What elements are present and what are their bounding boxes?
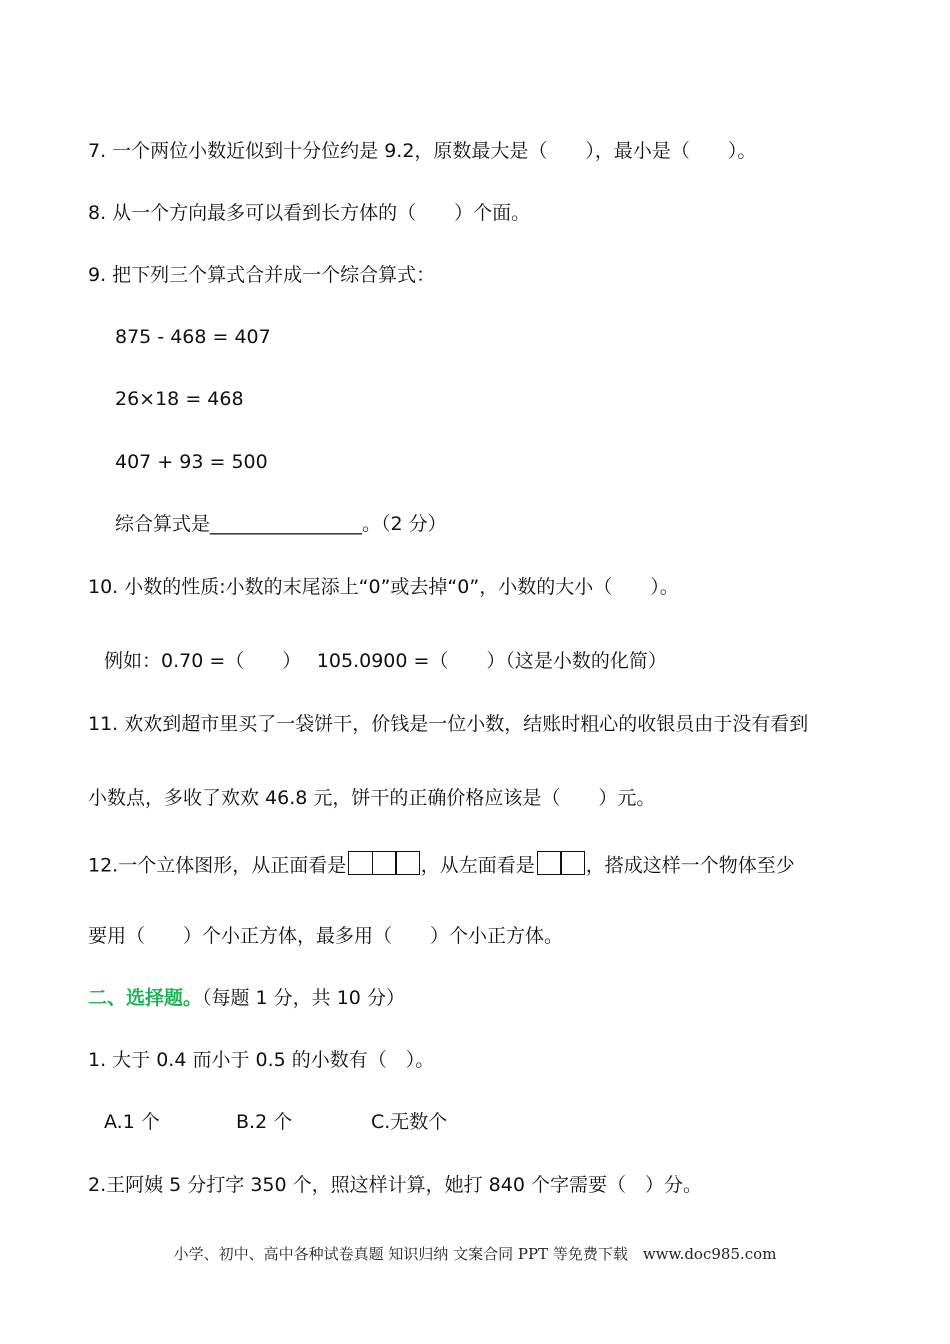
section-title: 二、选择题。 <box>88 987 203 1009</box>
choice-question-1: 1. 大于 0.4 而小于 0.5 的小数有（ ）。 <box>88 1049 435 1071</box>
square-cell <box>560 851 585 875</box>
question-9-prompt: 9. 把下列三个算式合并成一个综合算式： <box>88 264 436 286</box>
section-note: （每题 1 分，共 10 分） <box>202 987 405 1009</box>
question-12-text-2: ，从左面看是 <box>420 854 535 877</box>
page-footer: 小学、初中、高中各种试卷真题 知识归纳 文案合同 PPT 等免费下载 www.doc985.com <box>173 1245 777 1263</box>
question-12-text-1: 12.一个立体图形，从正面看是 <box>88 854 347 877</box>
square-cell <box>395 851 420 875</box>
choice-question-1-options <box>104 1110 447 1134</box>
question-10-example: 例如：0.70 =（ ） 105.0900 =（ ）（这是小数的化简） <box>104 650 667 672</box>
option-a: A.1 个 <box>104 1111 160 1133</box>
equation-1: 875 - 468 = 407 <box>115 326 271 348</box>
option-b: B.2 个 <box>236 1111 293 1133</box>
front-view-figure <box>348 851 419 881</box>
question-12-text-3: ，搭成这样一个物体至少 <box>585 854 795 877</box>
question-11-line-1: 11. 欢欢到超市里买了一袋饼干，价钱是一位小数，结账时粗心的收银员由于没有看到 <box>88 713 809 735</box>
square-cell <box>348 851 373 875</box>
choice-question-2: 2.王阿姨 5 分打字 350 个，照这样计算，她打 840 个字需要（ ）分。 <box>88 1174 702 1196</box>
square-cell <box>537 851 562 875</box>
equation-2: 26×18 = 468 <box>115 388 244 410</box>
section-2-heading <box>88 986 405 1010</box>
question-7: 7. 一个两位小数近似到十分位约是 9.2，原数最大是（ ），最小是（ ）。 <box>88 140 757 162</box>
equation-3: 407 + 93 = 500 <box>115 451 268 473</box>
left-view-figure <box>537 851 584 881</box>
combined-equation-answer: 综合算式是________________。（2 分） <box>115 513 447 535</box>
question-12-line-2: 要用（ ）个小正方体，最多用（ ）个小正方体。 <box>88 925 564 947</box>
question-10: 10. 小数的性质:小数的末尾添上“0”或去掉“0”，小数的大小（ ）。 <box>88 576 679 598</box>
option-c: C.无数个 <box>371 1111 448 1133</box>
square-cell <box>372 851 397 875</box>
question-8: 8. 从一个方向最多可以看到长方体的（ ）个面。 <box>88 202 531 224</box>
question-11-line-2: 小数点，多收了欢欢 46.8 元，饼干的正确价格应该是（ ）元。 <box>88 787 656 809</box>
question-12-line-1 <box>88 851 795 881</box>
